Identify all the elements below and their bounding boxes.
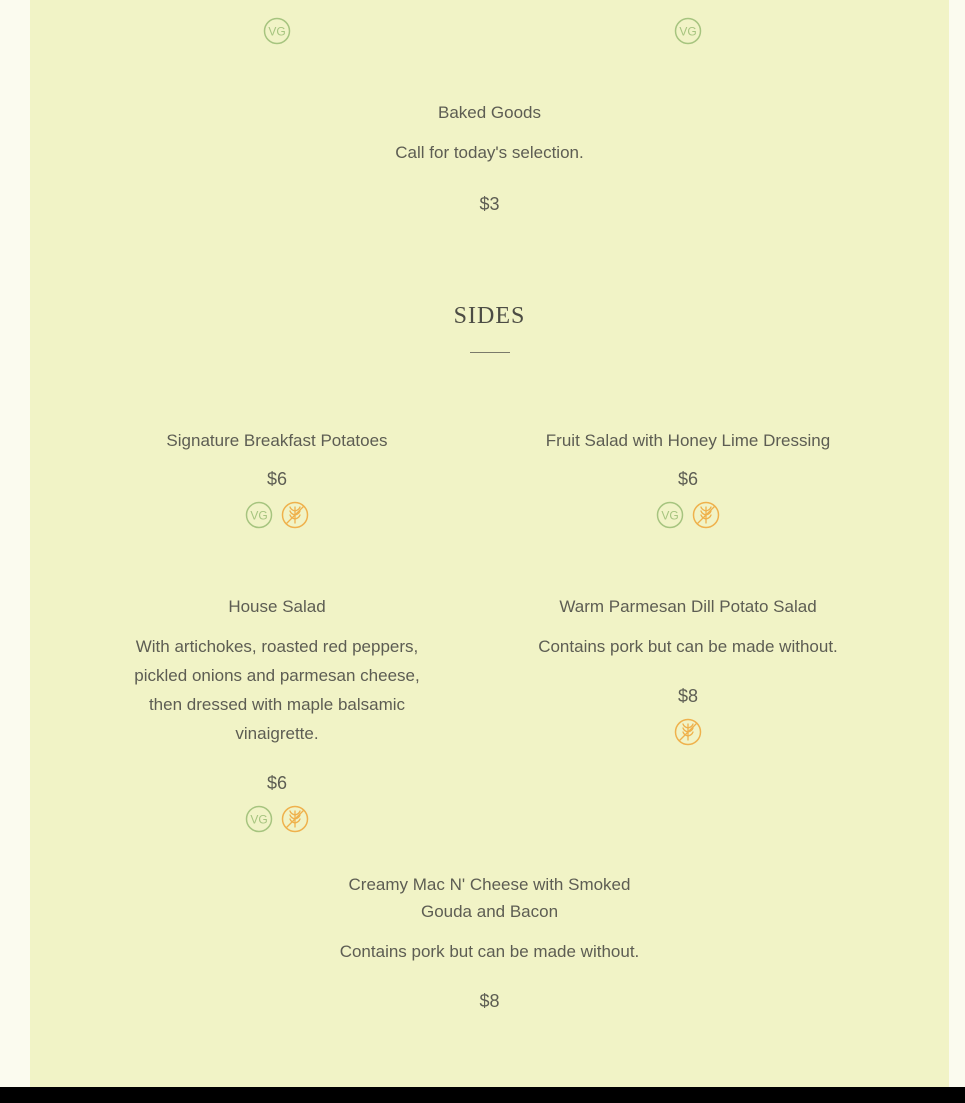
dietary-badges <box>100 501 454 529</box>
baked-goods-name: Baked Goods <box>437 103 541 122</box>
svg-text:VG: VG <box>268 24 286 39</box>
svg-text:VG: VG <box>250 508 268 523</box>
item-price: $8 <box>479 991 500 1011</box>
gluten-free-icon <box>692 501 720 529</box>
svg-text:VG: VG <box>661 508 679 523</box>
svg-text:VG: VG <box>250 812 268 827</box>
svg-text:VG: VG <box>679 24 697 39</box>
dietary-badges <box>511 501 865 529</box>
dietary-badges <box>511 718 865 746</box>
menu-item <box>511 593 865 746</box>
item-description: Contains pork but can be made without. <box>339 942 640 961</box>
top-left-badges <box>100 17 454 45</box>
vegan-icon <box>656 501 684 529</box>
baked-goods-description: Call for today's selection. <box>395 143 584 162</box>
menu-item <box>30 871 949 1013</box>
top-right-badges <box>511 17 865 45</box>
item-price: $8 <box>677 686 699 706</box>
section-divider <box>470 352 510 353</box>
gluten-free-icon <box>281 501 309 529</box>
menu-item <box>511 427 865 529</box>
baked-goods-price: $3 <box>479 194 500 214</box>
section-title-sides: SIDES <box>453 303 526 329</box>
dietary-badges <box>100 805 454 833</box>
item-description: Contains pork but can be made without. <box>538 637 838 656</box>
item-name: House Salad <box>228 597 326 616</box>
vegan-icon <box>245 501 273 529</box>
gluten-free-icon <box>281 805 309 833</box>
vegan-icon <box>674 17 702 45</box>
gluten-free-icon <box>674 718 702 746</box>
item-name: Warm Parmesan Dill Potato Salad <box>559 597 817 616</box>
item-name: Fruit Salad with Honey Lime Dressing <box>545 431 831 450</box>
item-name: Signature Breakfast Potatoes <box>166 431 388 450</box>
item-price: $6 <box>266 773 288 793</box>
footer-bar <box>0 1087 965 1103</box>
menu-item <box>100 593 454 833</box>
item-description: With artichokes, roasted red peppers, pickled onions and parmesan cheese, then dressed with maple balsamic vinaigrette. <box>134 637 420 743</box>
item-price: $6 <box>266 469 288 489</box>
vegan-icon <box>263 17 291 45</box>
item-name: Creamy Mac N' Cheese with Smoked Gouda and Bacon <box>348 875 631 921</box>
menu-item <box>100 427 454 529</box>
item-price: $6 <box>677 469 699 489</box>
vegan-icon <box>245 805 273 833</box>
menu-panel <box>30 0 949 1087</box>
